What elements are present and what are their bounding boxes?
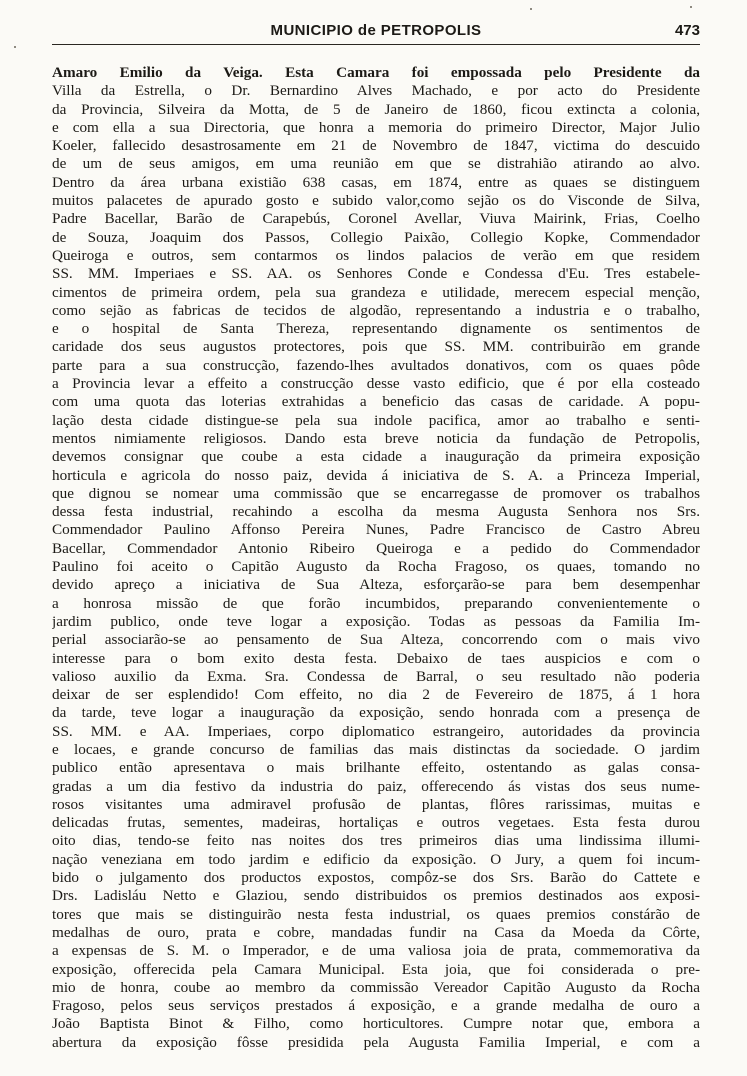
text-line: a Provincia levar a effeito a construcção desse vasto edificio, que é por ella costeado [52,375,700,393]
text-line: Queiroga e outros, sem contarmos os lindos palacios de verão em que residem [52,246,700,264]
text-line: Fragoso, pelos seus serviços prestados á exposição, e a grande medalha de ouro a [52,997,700,1015]
text-line: horticula e agricola do nosso paiz, devida á iniciativa de S. A. a Princeza Imperial, [52,466,700,484]
text-line: Padre Bacellar, Barão de Carapebús, Coronel Avellar, Viuva Mairink, Frias, Coelho [52,210,700,228]
text-line: perial associarão-se ao pensamento de Sua Alteza, concorrendo com o mais vivo [52,631,700,649]
body-text [52,64,700,1052]
text-line: caridade dos seus augustos protectores, pois que SS. MM. contribuirão em grande [52,338,700,356]
text-line: deixar de ser esplendido! Com effeito, no dia 2 de Fevereiro de 1875, á 1 hora [52,686,700,704]
text-line: Villa da Estrella, o Dr. Bernardino Alves Machado, e por acto do Presidente [52,82,700,100]
text-line: abertura da exposição fôsse presidida pela Augusta Familia Imperial, e com a [52,1033,700,1051]
text-line: parte para a sua construcção, fazendo-lhes avultados donativos, com os quaes pôde [52,356,700,374]
text-line: Koeler, fallecido desastrosamente em 21 de Novembro de 1847, victima do descuido [52,137,700,155]
text-line: a honrosa missão de que forão incumbidos, preparando convenientemente o [52,594,700,612]
text-line: exposição, offerecida pela Camara Municipal. Esta joia, que foi considerada o pre- [52,960,700,978]
text-line: Paulino foi aceito o Capitão Augusto da Rocha Fragoso, os quaes, tomando no [52,558,700,576]
text-line: jardim publico, onde teve logar a exposição. Todas as pessoas da Familia Im- [52,612,700,630]
text-line: da Provincia, Silveira da Motta, de 5 de Janeiro de 1860, ficou extincta a colonia, [52,100,700,118]
text-line: publico então apresentava o mais brilhante effeito, ostentando as galas consa- [52,759,700,777]
text-line: Dentro da área urbana existião 638 casas, em 1874, entre as quaes se distinguem [52,173,700,191]
text-line: SS. MM. e AA. Imperiaes, corpo diplomatico estrangeiro, autoridades da provincia [52,722,700,740]
text-line: de um de seus amigos, em uma reunião em que se distrahião atirando ao alvo. [52,155,700,173]
text-line: gradas a um dia festivo da industria do paiz, offerecendo ás vistas dos seus nume- [52,777,700,795]
text-line: e locaes, e grande concurso de familias das mais distinctas da sociedade. O jardim [52,740,700,758]
print-speck [530,8,532,10]
text-line: valioso auxilio da Exma. Sra. Condessa de Barral, o seu resultado não poderia [52,667,700,685]
page-number: 473 [674,22,700,39]
text-line: interesse para o bom exito desta festa. Debaixo de taes auspicios e com o [52,649,700,667]
text-line: de Souza, Joaquim dos Passos, Collegio Paixão, Collegio Kopke, Commendador [52,228,700,246]
text-line: nação veneziana em todo jardim e edificio da exposição. O Jury, a quem foi incum- [52,850,700,868]
text-line: mentos nimiamente religiosos. Dando esta breve noticia da fundação de Petropolis, [52,429,700,447]
text-line: Bacellar, Commendador Antonio Ribeiro Queiroga e a pedido do Commendador [52,539,700,557]
text-line: a expensas de S. M. o Imperador, e de uma valiosa joia de prata, commemorativa da [52,942,700,960]
text-line: Commendador Paulino Affonso Pereira Nunes, Padre Francisco de Castro Abreu [52,521,700,539]
text-line: dessa festa industrial, recahindo a escolha da mesma Augusta Senhora nos Srs. [52,503,700,521]
text-line: que dignou se nomear uma commissão que se encarregasse de promover os trabalhos [52,484,700,502]
running-title: MUNICIPIO de PETROPOLIS [270,22,482,39]
text-line: da tarde, teve logar a inauguração da exposição, sendo honrada com a presença de [52,704,700,722]
text-line: e o hospital de Santa Thereza, representando dignamente os sentimentos de [52,320,700,338]
text-line: muitos palacetes de apurado gosto e subido valor,como sejão os do Visconde de Silva, [52,192,700,210]
text-line: com uma quota das loterias extrahidas a beneficio das casas de caridade. A popu- [52,393,700,411]
text-line: rosos visitantes uma admiravel profusão de plantas, flôres rarissimas, muitas e [52,795,700,813]
header-rule [52,44,700,45]
text-line: SS. MM. Imperiaes e SS. AA. os Senhores Conde e Condessa d'Eu. Tres estabele- [52,265,700,283]
text-line: devido apreço a iniciativa de Sua Alteza, esforçarão-se para bem desempenhar [52,576,700,594]
print-speck [14,46,16,48]
text-line: mio de honra, coube ao membro da commissão Vereador Capitão Augusto da Rocha [52,978,700,996]
text-line: delicadas frutas, sementes, madeiras, hortaliças e outros vegetaes. Esta festa durou [52,814,700,832]
page-header [52,22,700,42]
text-line: Drs. Ladisláu Netto e Glaziou, sendo distribuidos os premios destinados aos exposi- [52,887,700,905]
text-line: oito dias, tendo-se feito nas noites dos tres primeiros dias uma lindissima illumi- [52,832,700,850]
text-line: João Baptista Binot & Filho, como horticultores. Cumpre notar que, embora a [52,1015,700,1033]
text-line: devemos consignar que coube a esta cidade a inauguração da primeira exposição [52,448,700,466]
text-line: Amaro Emilio da Veiga. Esta Camara foi empossada pelo Presidente da [52,64,700,81]
print-speck [690,6,692,8]
text-line: e com ella a sua Directoria, que honra a memoria do primeiro Director, Major Julio [52,118,700,136]
text-line: lação desta cidade distingue-se pela sua indole pacifica, amor ao trabalho e senti- [52,411,700,429]
text-line: como sejão as fabricas de tecidos de algodão, representando a industria e o trabalho, [52,301,700,319]
text-line: tores que mais se distinguirão nesta festa industrial, os quaes premios constárão de [52,905,700,923]
text-line: cimentos de primeira ordem, pela sua grandeza e utilidade, merecem especial menção, [52,283,700,301]
text-line: bido o julgamento dos productos expostos, compôz-se dos Srs. Barão do Cattete e [52,869,700,887]
text-line: medalhas de ouro, prata e cobre, mandadas fundir na Casa da Moeda da Côrte, [52,923,700,941]
